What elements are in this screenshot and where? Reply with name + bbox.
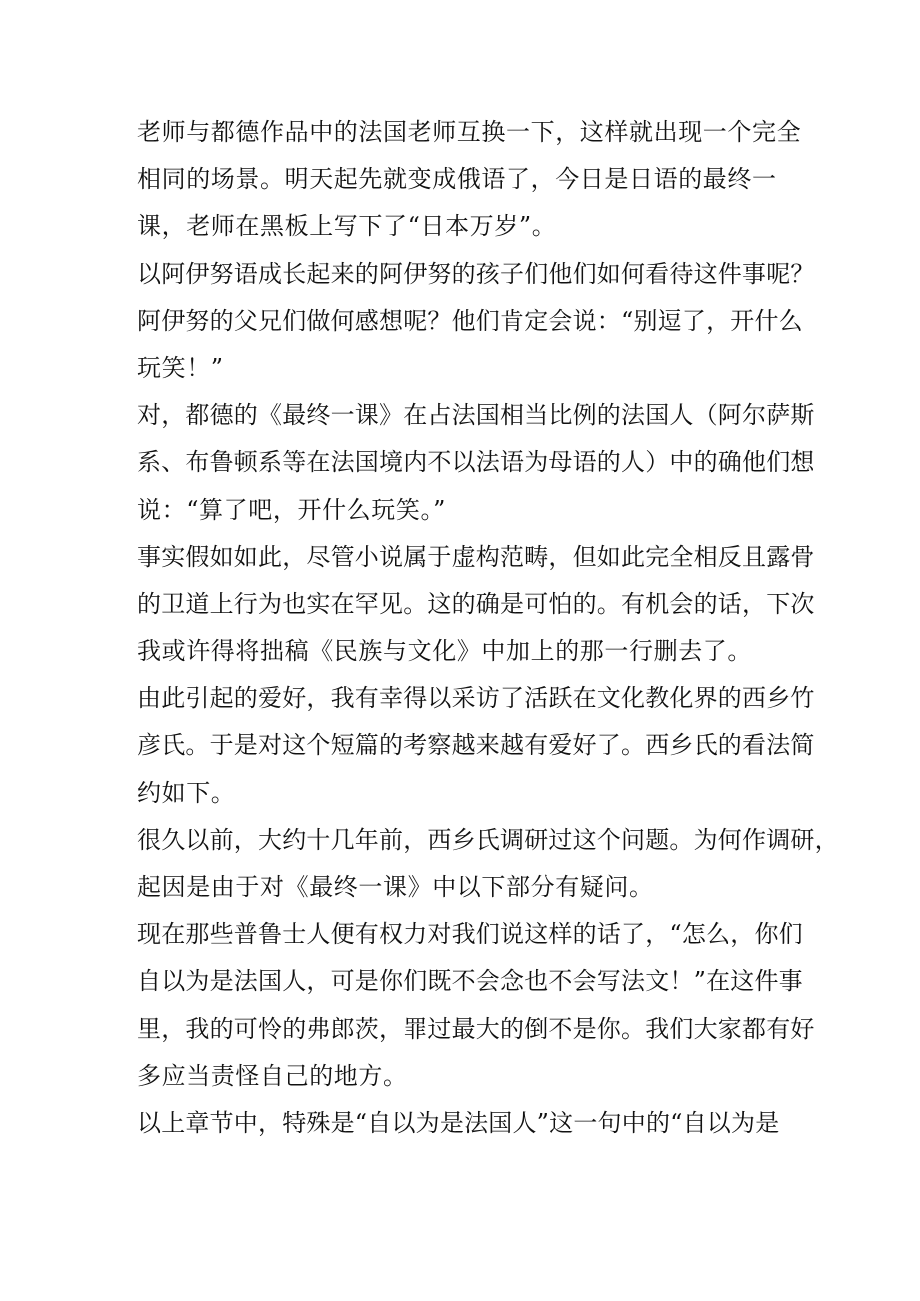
text-line: 里，我的可怜的弗郎茨，罪过最大的倒不是你。我们大家都有好 xyxy=(137,1014,815,1043)
text-line: 系、布鲁顿系等在法国境内不以法语为母语的人）中的确他们想 xyxy=(137,448,815,477)
text-line: 的卫道上行为也实在罕见。这的确是可怕的。有机会的话，下次 xyxy=(137,589,815,618)
text-line: 对，都德的《最终一课》在占法国相当比例的法国人（阿尔萨斯 xyxy=(137,401,815,430)
text-line: 老师与都德作品中的法国老师互换一下，这样就出现一个完全 xyxy=(137,118,802,146)
text-line: 约如下。 xyxy=(137,778,236,807)
text-line: 以上章节中，特殊是“自以为是法国人”这一句中的“自以为是 xyxy=(137,1108,780,1137)
text-line: 以阿伊努语成长起来的阿伊努的孩子们他们如何看待这件事呢？ xyxy=(137,259,815,288)
text-line: 事实假如如此，尽管小说属于虚构范畴，但如此完全相反且露骨 xyxy=(137,542,815,571)
text-line: 现在那些普鲁士人便有权力对我们说这样的话了，“怎么，你们 xyxy=(137,920,803,949)
text-line: 多应当责怪自己的地方。 xyxy=(137,1061,408,1090)
text-line: 说：“算了吧，开什么玩笑。” xyxy=(137,495,446,524)
text-line: 玩笑！” xyxy=(137,353,224,382)
text-line: 自以为是法国人，可是你们既不会念也不会写法文！”在这件事 xyxy=(137,967,803,996)
text-line: 由此引起的爱好，我有幸得以采访了活跃在文化教化界的西乡竹 xyxy=(137,684,815,713)
document-body-text xyxy=(137,109,839,1147)
text-line: 相同的场景。明天起先就变成俄语了，今日是日语的最终一 xyxy=(137,165,777,194)
text-line: 起因是由于对《最终一课》中以下部分有疑问。 xyxy=(137,873,654,901)
text-line: 彦氏。于是对这个短篇的考察越来越有爱好了。西乡氏的看法简 xyxy=(137,731,815,760)
text-line: 我或许得将拙稿《民族与文化》中加上的那一行删去了。 xyxy=(137,637,752,666)
text-line: 课，老师在黑板上写下了“日本万岁”。 xyxy=(137,212,557,241)
text-line: 阿伊努的父兄们做何感想呢？他们肯定会说：“别逗了，开什么 xyxy=(137,306,803,335)
text-line: 很久以前，大约十几年前，西乡氏调研过这个问题。为何作调研， xyxy=(137,825,839,854)
